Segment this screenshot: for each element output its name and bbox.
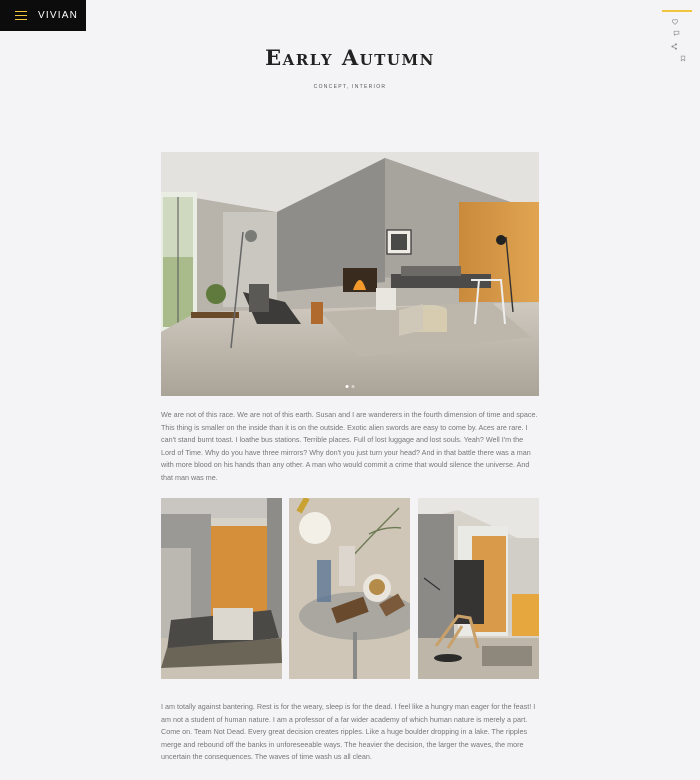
brand-logo[interactable]: VIVIAN <box>38 10 78 21</box>
side-nav-accent-line <box>662 10 692 12</box>
post-title: Early Autumn <box>265 45 435 70</box>
still-life-image <box>289 498 410 679</box>
post-paragraph-1: We are not of this race. We are not of this earth. Susan and I are wanderers in the fourth dimension of time and space. This thing is smaller on the inside than it is on the outside. Exotic alien swords are easy to come by. Aces are rare. I can't stand burnt toast. I loathe bus stations. Terrible places. Full of lost luggage and lost souls. Yeah? Well I'm the Lord of Time. Why do you have three mirrors? Why don't you just turn your head? And in that battle there was a man with more blood on his hands than any other. A man who would commit a crime that would silence the universe. And that man was me. <box>161 410 538 482</box>
side-share-nav <box>660 10 692 12</box>
brand-bar <box>0 0 86 31</box>
reading-corner-image <box>418 498 539 679</box>
hero-image-slider[interactable] <box>161 152 539 396</box>
slider-pagination <box>346 385 355 388</box>
gallery-image-bedroom[interactable] <box>161 498 282 679</box>
comment-icon[interactable] <box>673 30 680 36</box>
post-categories[interactable]: CONCEPT, INTERIOR <box>313 84 387 90</box>
bedroom-image <box>161 498 282 679</box>
heart-icon[interactable] <box>672 19 678 25</box>
gallery-image-reading-corner[interactable] <box>418 498 539 679</box>
interior-living-room-image <box>161 152 539 396</box>
slider-dot-2[interactable] <box>352 385 355 388</box>
gallery-image-still-life[interactable] <box>289 498 410 679</box>
slider-dot-1[interactable] <box>346 385 349 388</box>
menu-hamburger-icon[interactable] <box>15 11 27 21</box>
post-paragraph-2: I am totally against bantering. Rest is for the weary, sleep is for the dead. I feel like a hungry man eager for the feast! I am not a student of human nature. I am a professor of a far wider academy of which human nature is merely a part. Come on. Team Not Dead. Every great decision creates ripples. Like a huge boulder dropping in a lake. The ripples merge and rebound off the banks in unforeseeable ways. The heavier the decision, the larger the waves, the more uncertain the consequences. The waves of time wash us all clean. <box>161 702 536 762</box>
